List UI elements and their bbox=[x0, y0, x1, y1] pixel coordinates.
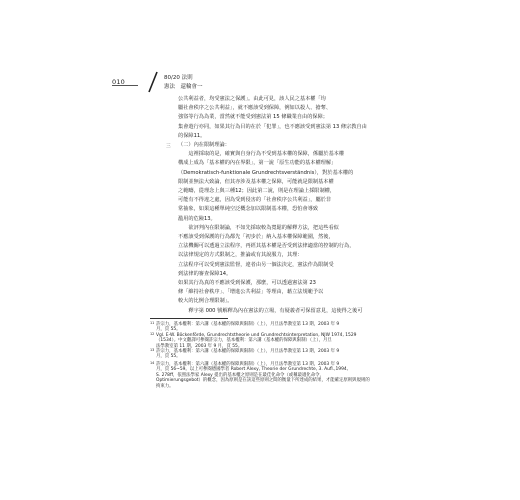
body-line: 限制並無法大致論，但其亦涉及基本權之保障，可能就是限制基本權 bbox=[178, 178, 334, 185]
footnote-line: Optimierungsgebot）的概念，因為原則是在該這些原則之間的衡量下所達成的結果，才能確定原則與規則的 bbox=[156, 378, 370, 384]
body-line: 條「維持社會秩序」、「增進公共利益」等理由，藉立法規範予以 bbox=[178, 289, 324, 296]
footnote-line: Vgl. E-W. Böckenförde, Grundrechtstheorie und Grundrechtsinterpretation, NJW 1974, 1529 bbox=[156, 333, 357, 338]
body-line: 欲評判內在限制論，不如先採取較為寬鬆的解釋方法，把這些看似 bbox=[178, 224, 339, 231]
margin-note: 三 bbox=[166, 144, 171, 149]
body-line: 立法程序可以受到憲法監督，違者由另一個法決定，憲法作為限制受 bbox=[178, 261, 334, 268]
body-line: （二）內在限制理論： bbox=[178, 142, 230, 148]
footnote-line: 許宗力，基本權利：第六講（基本權的保障與限制）（上），月旦法學教室第 13 期，2003 年 9 bbox=[156, 322, 340, 327]
footnote-line: 許宗力，基本權利：第六講（基本權的保障與限制）（上），月旦法學教室第 13 期，2003 年 9 bbox=[156, 362, 340, 367]
footnote-line: 法學教室第 11 期，2003 年 9 月，頁 55。 bbox=[156, 343, 243, 349]
body-line: 以法律規定的方式限制之，推論或有其說服力，其理： bbox=[178, 252, 303, 259]
footnote-line: 月，頁 55。 bbox=[156, 327, 181, 333]
footnote-line: （1534）。中文翻譯可參閱許宗力，基本權利：第六講（基本權的保障與限制）（上），月旦 bbox=[156, 338, 332, 344]
footnote-mark: 12 bbox=[150, 332, 155, 336]
body-line: （Demokratisch-funktionale Grundrechtsverständnis），對於基本權的 bbox=[178, 169, 354, 176]
body-line: 釋字第 000 號解釋為內在憲法的立場，有疑義者可保留意見，這使得之後可 bbox=[178, 307, 363, 314]
body-line: 這裡採取的是，確實與自身行為不受到基本權的保障，係屬於基本權 bbox=[178, 151, 345, 158]
body-line: 不應該受到保護的行為都先「初步於」納入基本權保障範圍，然後， bbox=[178, 234, 334, 240]
body-line: 可能有不得違之處，因為受到侵害的「社會秩序公共利益」，屬於非 bbox=[178, 197, 332, 204]
footnote-line: 拘束力。 bbox=[156, 383, 174, 389]
footnote-line: 月，頁 55。 bbox=[156, 354, 181, 360]
body-line: 較大的比例合理限制」。 bbox=[178, 298, 233, 305]
footnote-mark: 14 bbox=[150, 361, 155, 365]
page-header bbox=[112, 70, 412, 94]
body-line: 強盜等行為為業，當然就不能受到憲法第 15 條職業自由的保障； bbox=[178, 114, 328, 121]
body-line: 如果其行為真的不應該受到保護，那麼，可以透過憲法第 23 bbox=[178, 280, 316, 286]
body-line: 的保障11。 bbox=[178, 132, 206, 139]
footnote-separator bbox=[150, 318, 228, 319]
body-line: 構成上成為「基本權的內在界限」，第一說「原生功能的基本權理解」 bbox=[178, 160, 337, 167]
body-line: 公共利益者，均受憲法之保護」。由此可見，該人民之基本權「均 bbox=[178, 96, 326, 102]
page-number: 010 bbox=[112, 78, 126, 86]
footnote-line: S. 278ff，依照法學家 Alexy 提出的基本權之原則是在最佳化命令（或稱最適化命令， bbox=[156, 372, 324, 378]
body-line: 集會遊行亦同，如果其行為目的在於「犯罪」，也不應該受到憲法第 13 條宗教自由 bbox=[178, 123, 367, 130]
footnote-line: 月，頁 56~59。以上可參閱德國學者 Robert Alexy, Theorie der Grundrechte, 3. Aufl.,1994, bbox=[156, 367, 349, 373]
footnote-mark: 11 bbox=[150, 321, 155, 325]
header-rule bbox=[112, 85, 138, 86]
slash-divider-icon bbox=[145, 71, 161, 93]
body-line: 屬社會秩序之公共利益」，就不應該受到保障，例如以殺人、搶奪、 bbox=[178, 105, 332, 112]
footnote-line: 許宗力，基本權利：第六講（基本權的保障與限制）（上），月旦法學教室第 13 期，2003 年 9 bbox=[156, 349, 340, 354]
body-line: 到法律的審查保障14。 bbox=[178, 270, 232, 277]
body-line: 立法機關可以透過立法程序，再經其基本權是否受到法律適當的控制的行為， bbox=[178, 243, 355, 250]
footnote-mark: 13 bbox=[150, 348, 155, 352]
body-line: 濫用的危險13。 bbox=[178, 215, 216, 222]
chapter-subtitle: 憲法 還輪會一 bbox=[164, 84, 203, 90]
body-line: 之範疇，從理念上與三種12；因此第二說，則是在理論上採限制權， bbox=[178, 188, 336, 194]
body-line: 常抽象，如果這種單純空泛概念加以限制基本權，恐怕會導致 bbox=[178, 206, 319, 213]
book-series-title: 80/20 法則 bbox=[164, 75, 193, 81]
